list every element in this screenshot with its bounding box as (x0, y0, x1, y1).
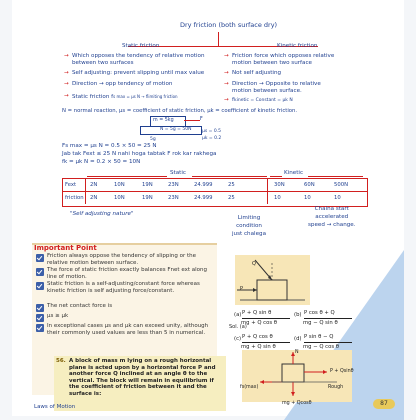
table-cell: 10N (114, 195, 125, 201)
kinetic-friction-label: Kinetic friction (277, 43, 318, 49)
static-friction-label: Static friction (122, 43, 160, 49)
check-bullet-icon (36, 324, 44, 332)
friction-label: friction (65, 195, 84, 201)
mu-k-value: μk = 0.2 (202, 136, 222, 141)
important-point-1: Friction always oppose the tendency of slipping or the relative motion between surface. (47, 253, 197, 266)
force-label: F (200, 117, 203, 122)
option-c-denominator: mg + Q sin θ (241, 344, 276, 350)
important-point-6: In exceptional cases μs and μk can exceed unity, although their commonly used values are less than 5 in numerical. (47, 323, 209, 336)
important-point-4: The net contact force is (47, 303, 113, 309)
kinetic-head: Kinetic (284, 170, 304, 176)
option-a-denominator: mg + Q cos θ (241, 320, 278, 326)
fraction-bar (304, 318, 352, 319)
self-adjusting-note: "Self adjusting nature" (70, 211, 134, 217)
arrow-icon: → (64, 93, 69, 99)
option-b-denominator: mg − Q sin θ (303, 320, 338, 326)
gravity-label: 5g (150, 137, 156, 142)
arrow-icon: → (64, 53, 69, 59)
option-a-numerator: P + Q sin θ (242, 310, 272, 316)
static-head: Static (170, 170, 186, 176)
table-cell: 2N (90, 182, 98, 188)
block-force-diagram (235, 255, 310, 305)
option-a-label: (a) (234, 312, 242, 318)
question-56-text: A block of mass m lying on a rough horizontal plane is acted upon by a horizontal force P and another force Q inclined at an angle θ to the vertical. The block will remain in equilibrium if the coefficient of friction between it and the surface is: (69, 358, 216, 397)
arrow-icon: → (64, 81, 69, 87)
solution-figure (242, 350, 352, 402)
check-bullet-icon (36, 282, 44, 290)
fig-mg-label: mg + Qcosθ (282, 401, 312, 406)
table-cell: 23N (168, 182, 179, 188)
fext-label: Fext (65, 182, 77, 188)
table-cell: 24.999 (194, 182, 213, 188)
fraction-bar (242, 318, 290, 319)
table-divider (267, 179, 268, 204)
arrow-icon: → (64, 70, 69, 76)
fig-friction-label: fs(max) (240, 385, 259, 390)
fig-normal-label: N (295, 350, 299, 355)
table-cell: 2N (90, 195, 98, 201)
arrow-icon: → (224, 53, 229, 59)
mu-s-value: μs = 0.5 (202, 129, 221, 134)
table-cell: 19N (142, 182, 153, 188)
table-cell: 10N (114, 182, 125, 188)
option-b-label: (b) (294, 312, 302, 318)
table-cell: 10 (274, 195, 281, 201)
question-number: 56. (56, 358, 66, 364)
table-cell: 19N (142, 195, 153, 201)
max-static-calc: Fs max = μs N = 0.5 × 50 = 25 N (62, 143, 157, 149)
chalna-start-note: Chalna start accelerated speed → change. (308, 206, 356, 228)
arrow-icon: → (224, 81, 229, 87)
fig-p-label: P + Qsinθ (330, 369, 354, 374)
table-cell: 500N (334, 182, 349, 188)
table-cell: 10 (304, 195, 311, 201)
option-c-label: (c) (234, 336, 242, 342)
kinetic-calc: fk = μk N = 0.2 × 50 = 10N (62, 159, 141, 165)
problem-figure (235, 255, 310, 305)
arrow-icon: → (224, 97, 229, 103)
table-cell: 23N (168, 195, 179, 201)
option-d-denominator: mg − Q cos θ (303, 344, 340, 350)
kinetic-point-3: Direction → Opposite to relative (232, 81, 321, 87)
kinetic-point-1b: motion between two surface (232, 60, 312, 66)
table-cell: 30N (274, 182, 285, 188)
normal-force-label: N = 5g = 50N (160, 127, 192, 132)
kinetic-point-2: Not self adjusting (232, 70, 282, 76)
q-force-label: Q (252, 261, 256, 267)
option-d-label: (d) (294, 336, 302, 342)
hindi-note: Jab tak Fext ≤ 25 N nahi hoga tabtak F rok kar rakhega (62, 151, 217, 157)
important-point-2: The force of static friction exactly balances Fnet ext along line of motion. (47, 267, 208, 280)
check-bullet-icon (36, 314, 44, 322)
static-point-3: Direction → opp tendency of motion (72, 81, 173, 87)
page-number: 87 (373, 399, 395, 409)
table-cell: 25 (228, 195, 235, 201)
limiting-condition-note: Limiting condition just chalega (232, 215, 267, 237)
table-cell: 25 (228, 182, 235, 188)
fraction-bar (242, 342, 290, 343)
static-head-line-right (192, 176, 267, 177)
force-arrow (184, 120, 200, 121)
option-b-numerator: P cos θ + Q (304, 310, 335, 316)
table-cell: 10 (334, 195, 341, 201)
static-point-4: Static friction fs max = μs N → flimiting friction (72, 94, 178, 100)
chapter-footer: Laws of Motion (34, 404, 76, 410)
static-head-line-left (87, 176, 167, 177)
important-point-3: Static friction is a self-adjusting/constant force whereas kinetic friction is self adjusting force/constant. (47, 281, 200, 294)
option-c-numerator: P + Q cos θ (242, 334, 273, 340)
fraction-bar (304, 342, 352, 343)
kinetic-point-4: fkinetic = Constant = μk N (232, 97, 293, 103)
block-mass-label: m = 5kg (153, 118, 174, 123)
title-stem (218, 32, 219, 46)
normal-reaction-definition: N = normal reaction, μs = coefficient of static friction, μk = coefficient of kinetic friction. (62, 108, 298, 114)
static-point-2: Self adjusting: prevent slipping until max value (72, 70, 205, 76)
check-bullet-icon (36, 254, 44, 262)
important-point-5: μs ≥ μk (47, 313, 69, 319)
kinetic-head-line-right (308, 176, 363, 177)
kinetic-point-3b: motion between surface. (232, 88, 302, 94)
fig-rough-label: Rough (328, 385, 344, 390)
p-force-label: P (240, 286, 244, 292)
kinetic-head-line-left (270, 176, 282, 177)
check-bullet-icon (36, 304, 44, 312)
static-point-1: Which opposes the tendency of relative motion (72, 53, 205, 59)
option-d-numerator: P sin θ − Q (304, 334, 334, 340)
table-mid-line (62, 191, 367, 192)
friction-title: Dry friction (both surface dry) (180, 21, 278, 29)
kinetic-point-1: Friction force which opposes relative (232, 53, 335, 59)
table-cell: 24.999 (194, 195, 213, 201)
solution-label: Sol. (a) (229, 324, 247, 330)
arrow-icon: → (224, 70, 229, 76)
important-point-title: Important Point (34, 244, 97, 252)
table-cell: 60N (304, 182, 315, 188)
table-divider (85, 179, 86, 204)
check-bullet-icon (36, 268, 44, 276)
static-point-1b: between two surfaces (72, 60, 134, 66)
friction-table (62, 178, 368, 207)
free-body-diagram (242, 350, 352, 402)
notes-page (12, 0, 404, 416)
